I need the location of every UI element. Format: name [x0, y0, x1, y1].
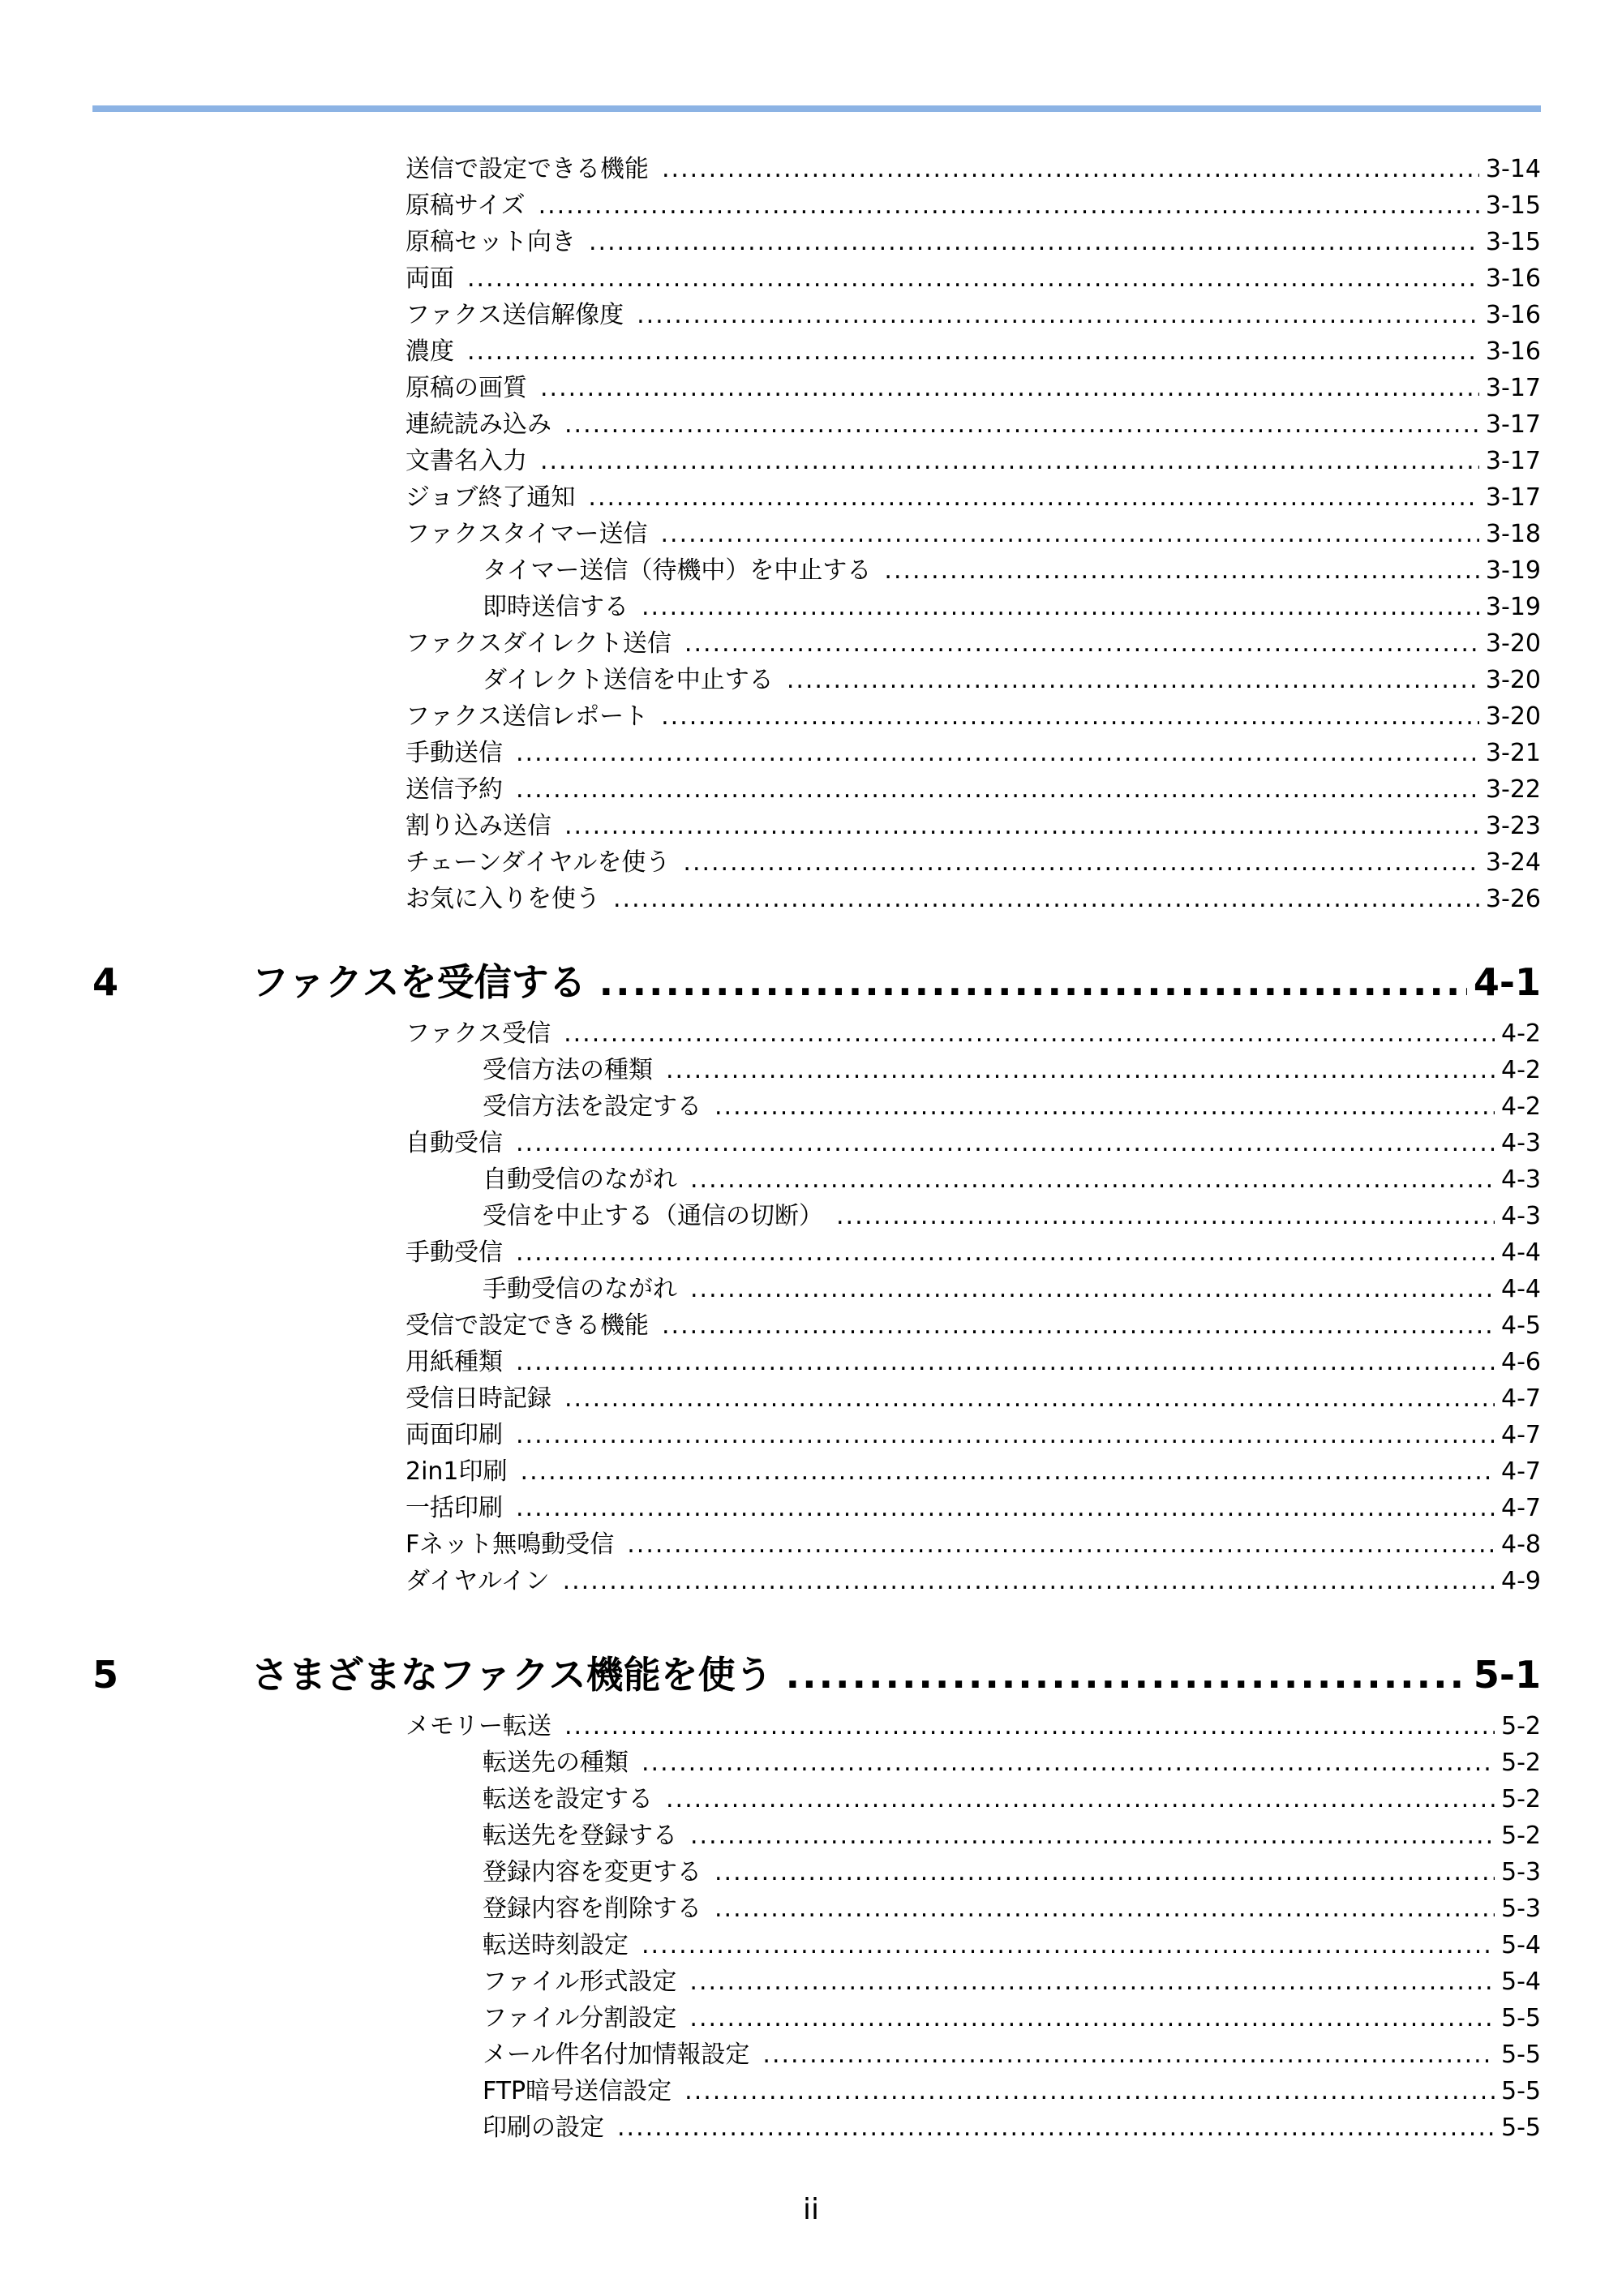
chapter-heading[interactable]	[0, 1646, 1622, 1703]
toc-entry[interactable]	[0, 187, 1622, 224]
toc-entry[interactable]	[0, 443, 1622, 479]
toc-entry-title: ファクスタイマー送信	[406, 520, 648, 548]
chapter-title: ファクスを受信する	[251, 960, 586, 1004]
toc-entry-title: ファイル形式設定	[483, 1968, 677, 1996]
toc-entry-page: 3-20	[1485, 702, 1541, 731]
toc-entry-title: 2in1印刷	[406, 1457, 508, 1486]
toc-entry-page: 3-16	[1485, 337, 1541, 366]
toc-entry-title: 両面	[406, 264, 454, 293]
toc-entry-title: 登録内容を削除する	[483, 1895, 702, 1923]
toc-entry-page: 5-2	[1501, 1822, 1541, 1850]
dot-leader	[662, 151, 1479, 187]
toc-entry-page: 4-7	[1501, 1494, 1541, 1522]
dot-leader	[564, 1380, 1495, 1417]
dot-leader	[564, 406, 1479, 443]
toc-entry-title: 受信を中止する（通信の切断）	[483, 1202, 823, 1230]
toc-entry-title: 受信方法を設定する	[483, 1092, 702, 1121]
toc-entry-title: 受信日時記録	[406, 1384, 551, 1413]
toc-entry[interactable]	[0, 1198, 1622, 1234]
dot-leader	[467, 333, 1479, 370]
toc-entry-page: 5-4	[1501, 1968, 1541, 1996]
toc-entry-page: 5-2	[1501, 1712, 1541, 1740]
dot-leader	[884, 552, 1479, 589]
chapter-title: さまざまなファクス機能を使う	[251, 1653, 773, 1697]
toc-entry-page: 3-20	[1485, 666, 1541, 694]
toc-entry-page: 5-3	[1501, 1895, 1541, 1923]
toc-entry-page: 3-19	[1485, 593, 1541, 621]
toc-entry-title: 手動受信	[406, 1238, 503, 1267]
toc-entry-page: 3-24	[1485, 848, 1541, 877]
toc-entry-title: 濃度	[406, 337, 454, 366]
toc-entry[interactable]	[0, 1161, 1622, 1198]
dot-leader	[684, 625, 1479, 662]
toc-entry-page: 3-17	[1485, 483, 1541, 512]
toc-entry[interactable]	[0, 1781, 1622, 1817]
dot-leader	[516, 771, 1479, 808]
toc-entry-page: 5-2	[1501, 1785, 1541, 1813]
dot-leader	[627, 1526, 1495, 1563]
toc-entry[interactable]	[0, 1271, 1622, 1307]
dot-leader	[589, 224, 1479, 260]
toc-entry[interactable]	[0, 1234, 1622, 1271]
toc-entry[interactable]	[0, 1453, 1622, 1490]
toc-entry-page: 3-17	[1485, 410, 1541, 439]
toc-entry[interactable]	[0, 662, 1622, 698]
toc-entry-title: 原稿サイズ	[406, 191, 526, 220]
toc-entry-title: 原稿の画質	[406, 374, 527, 402]
toc-entry-page: 4-8	[1501, 1530, 1541, 1559]
toc-entry[interactable]	[0, 2109, 1622, 2146]
toc-entry[interactable]	[0, 516, 1622, 552]
dot-leader	[540, 370, 1479, 406]
toc-entry-page: 4-2	[1501, 1092, 1541, 1121]
toc-entry-title: お気に入りを使う	[406, 885, 600, 913]
toc-entry-title: 即時送信する	[483, 593, 629, 621]
dot-leader	[684, 2073, 1495, 2109]
toc-entry-title: ダイヤルイン	[406, 1567, 550, 1595]
chapter-number: 5	[92, 1653, 119, 1697]
toc-entry-title: 転送先を登録する	[483, 1822, 677, 1850]
page-number: ii	[802, 2193, 819, 2226]
toc-entry-page: 3-16	[1485, 301, 1541, 329]
toc-entry[interactable]	[0, 1417, 1622, 1453]
toc-entry-page: 3-21	[1485, 739, 1541, 767]
toc-entry-title: 両面印刷	[406, 1421, 503, 1449]
toc-entry-page: 5-5	[1501, 2114, 1541, 2142]
toc-entry[interactable]	[0, 2000, 1622, 2036]
toc-entry[interactable]	[0, 1380, 1622, 1417]
dot-leader	[588, 479, 1479, 516]
toc-entry-title: 転送時刻設定	[483, 1931, 629, 1959]
toc-entry[interactable]	[0, 370, 1622, 406]
toc-entry[interactable]	[0, 589, 1622, 625]
dot-leader	[563, 1563, 1495, 1599]
toc-entry[interactable]	[0, 151, 1622, 187]
toc-entry-page: 3-16	[1485, 264, 1541, 293]
dot-leader	[786, 1646, 1467, 1703]
toc-entry[interactable]	[0, 406, 1622, 443]
toc-entry-title: ファクス送信解像度	[406, 301, 624, 329]
toc-entry-page: 3-19	[1485, 556, 1541, 585]
dot-leader	[564, 1015, 1495, 1052]
toc-entry[interactable]	[0, 1015, 1622, 1052]
dot-leader	[642, 589, 1479, 625]
toc-entry-title: 原稿セット向き	[406, 228, 576, 256]
dot-leader	[516, 1344, 1495, 1380]
dot-leader	[642, 1927, 1495, 1963]
dot-leader	[637, 297, 1479, 333]
toc-entry[interactable]	[0, 1963, 1622, 2000]
dot-leader	[690, 1271, 1495, 1307]
toc-entry-title: 登録内容を変更する	[483, 1858, 702, 1886]
toc-entry[interactable]	[0, 1745, 1622, 1781]
toc-entry-title: 送信で設定できる機能	[406, 155, 649, 183]
toc-entry[interactable]	[0, 881, 1622, 917]
chapter-heading[interactable]	[0, 954, 1622, 1011]
dot-leader	[690, 1817, 1495, 1854]
dot-leader	[516, 1417, 1495, 1453]
toc-entry[interactable]	[0, 1817, 1622, 1854]
toc-entry-title: 連続読み込み	[406, 410, 551, 439]
toc-entry[interactable]	[0, 1052, 1622, 1088]
toc-entry[interactable]	[0, 260, 1622, 297]
toc-entry[interactable]	[0, 552, 1622, 589]
toc-entry-title: ダイレクト送信を中止する	[483, 666, 774, 694]
toc-entry-title: FTP暗号送信設定	[483, 2077, 672, 2105]
chapter-page: 5-1	[1473, 1653, 1541, 1697]
toc-entry[interactable]	[0, 698, 1622, 735]
toc-entry[interactable]	[0, 479, 1622, 516]
dot-leader	[599, 954, 1467, 1011]
toc-entry-page: 5-5	[1501, 2004, 1541, 2032]
toc-entry-page: 3-15	[1485, 228, 1541, 256]
toc-entry-title: タイマー送信（待機中）を中止する	[483, 556, 872, 585]
dot-leader	[689, 2000, 1495, 2036]
dot-leader	[613, 881, 1479, 917]
dot-leader	[467, 260, 1479, 297]
toc-entry-title: メモリー転送	[406, 1712, 551, 1740]
toc-entry-page: 4-6	[1501, 1348, 1541, 1376]
toc-entry-page: 5-4	[1501, 1931, 1541, 1959]
dot-leader	[539, 187, 1479, 224]
header-rule	[92, 105, 1541, 112]
toc-entry[interactable]	[0, 224, 1622, 260]
dot-leader	[617, 2109, 1495, 2146]
toc-entry[interactable]	[0, 1854, 1622, 1890]
toc-entry-page: 4-3	[1501, 1202, 1541, 1230]
toc-entry-title: 一括印刷	[406, 1494, 503, 1522]
toc-entry-title: 自動受信	[406, 1129, 503, 1157]
toc-entry[interactable]	[0, 1088, 1622, 1125]
dot-leader	[762, 2036, 1495, 2073]
toc-entry-title: 転送先の種類	[483, 1749, 629, 1777]
dot-leader	[540, 443, 1479, 479]
toc-entry-page: 4-7	[1501, 1421, 1541, 1449]
toc-entry[interactable]	[0, 771, 1622, 808]
toc-entry-title: Fネット無鳴動受信	[406, 1530, 615, 1559]
toc-entry-page: 3-20	[1485, 629, 1541, 658]
toc-entry[interactable]	[0, 1890, 1622, 1927]
toc-entry-title: 転送を設定する	[483, 1785, 653, 1813]
toc-entry-page: 4-2	[1501, 1056, 1541, 1084]
toc-entry-title: 手動受信のながれ	[483, 1275, 677, 1303]
toc-entry[interactable]	[0, 1708, 1622, 1745]
toc-entry-title: 割り込み送信	[406, 812, 551, 840]
dot-leader	[666, 1052, 1495, 1088]
dot-leader	[689, 1963, 1495, 2000]
chapter-page: 4-1	[1473, 960, 1541, 1004]
toc-entry[interactable]	[0, 1526, 1622, 1563]
toc-entry-page: 3-26	[1485, 885, 1541, 913]
toc-entry-page: 3-15	[1485, 191, 1541, 220]
toc-entry-page: 4-9	[1501, 1567, 1541, 1595]
toc-entry-title: 自動受信のながれ	[483, 1165, 677, 1194]
toc-entry-title: チェーンダイヤルを使う	[406, 848, 671, 877]
toc-entry-page: 5-2	[1501, 1749, 1541, 1777]
toc-entry-page: 3-18	[1485, 520, 1541, 548]
toc-entry-page: 4-3	[1501, 1129, 1541, 1157]
toc-entry-page: 4-5	[1501, 1311, 1541, 1340]
toc-entry[interactable]	[0, 333, 1622, 370]
toc-entry-page: 3-17	[1485, 374, 1541, 402]
dot-leader	[564, 1708, 1495, 1745]
toc-entry[interactable]	[0, 1307, 1622, 1344]
chapter-number: 4	[92, 960, 119, 1004]
dot-leader	[714, 1854, 1495, 1890]
toc-entry[interactable]	[0, 735, 1622, 771]
dot-leader	[666, 1781, 1495, 1817]
toc-entry-page: 4-3	[1501, 1165, 1541, 1194]
toc-entry-title: ファクス送信レポート	[406, 702, 649, 731]
toc-entry-page: 3-17	[1485, 447, 1541, 475]
toc-entry-title: 手動送信	[406, 739, 503, 767]
toc-entry-title: ファイル分割設定	[483, 2004, 677, 2032]
toc-entry-page: 5-5	[1501, 2041, 1541, 2069]
toc-entry-page: 5-3	[1501, 1858, 1541, 1886]
toc-entry-page: 3-23	[1485, 812, 1541, 840]
toc-entry[interactable]	[0, 625, 1622, 662]
dot-leader	[516, 1490, 1495, 1526]
toc-entry-title: ジョブ終了通知	[406, 483, 576, 512]
toc-entry[interactable]	[0, 1563, 1622, 1599]
toc-entry[interactable]	[0, 808, 1622, 844]
toc-entry[interactable]	[0, 1125, 1622, 1161]
toc-entry-title: ファクス受信	[406, 1019, 551, 1048]
toc-entry-title: メール件名付加情報設定	[483, 2041, 750, 2069]
toc-entry[interactable]	[0, 1490, 1622, 1526]
toc-entry[interactable]	[0, 2036, 1622, 2073]
dot-leader	[714, 1088, 1495, 1125]
toc-entry[interactable]	[0, 2073, 1622, 2109]
dot-leader	[516, 1125, 1495, 1161]
dot-leader	[836, 1198, 1495, 1234]
dot-leader	[564, 808, 1479, 844]
dot-leader	[662, 1307, 1495, 1344]
toc-entry-page: 4-4	[1501, 1238, 1541, 1267]
toc-entry-page: 3-14	[1485, 155, 1541, 183]
toc-entry-page: 3-22	[1485, 775, 1541, 804]
dot-leader	[683, 844, 1479, 881]
toc-entry-title: ファクスダイレクト送信	[406, 629, 672, 658]
toc-entry[interactable]	[0, 297, 1622, 333]
toc-entry-page: 4-2	[1501, 1019, 1541, 1048]
toc-entry-page: 4-4	[1501, 1275, 1541, 1303]
toc-entry-title: 受信方法の種類	[483, 1056, 653, 1084]
dot-leader	[787, 662, 1479, 698]
dot-leader	[714, 1890, 1495, 1927]
toc-entry-title: 文書名入力	[406, 447, 527, 475]
dot-leader	[642, 1745, 1495, 1781]
dot-leader	[690, 1161, 1495, 1198]
toc-entry-page: 4-7	[1501, 1384, 1541, 1413]
dot-leader	[661, 698, 1479, 735]
toc-entry-title: 送信予約	[406, 775, 503, 804]
toc-entry-page: 5-5	[1501, 2077, 1541, 2105]
toc-entry-title: 印刷の設定	[483, 2114, 604, 2142]
toc-entry-title: 受信で設定できる機能	[406, 1311, 649, 1340]
toc-entry[interactable]	[0, 1344, 1622, 1380]
toc-entry[interactable]	[0, 1927, 1622, 1963]
toc-entry-title: 用紙種類	[406, 1348, 503, 1376]
dot-leader	[661, 516, 1479, 552]
dot-leader	[516, 1234, 1495, 1271]
dot-leader	[521, 1453, 1495, 1490]
toc-entry[interactable]	[0, 844, 1622, 881]
toc-entry-page: 4-7	[1501, 1457, 1541, 1486]
dot-leader	[516, 735, 1479, 771]
